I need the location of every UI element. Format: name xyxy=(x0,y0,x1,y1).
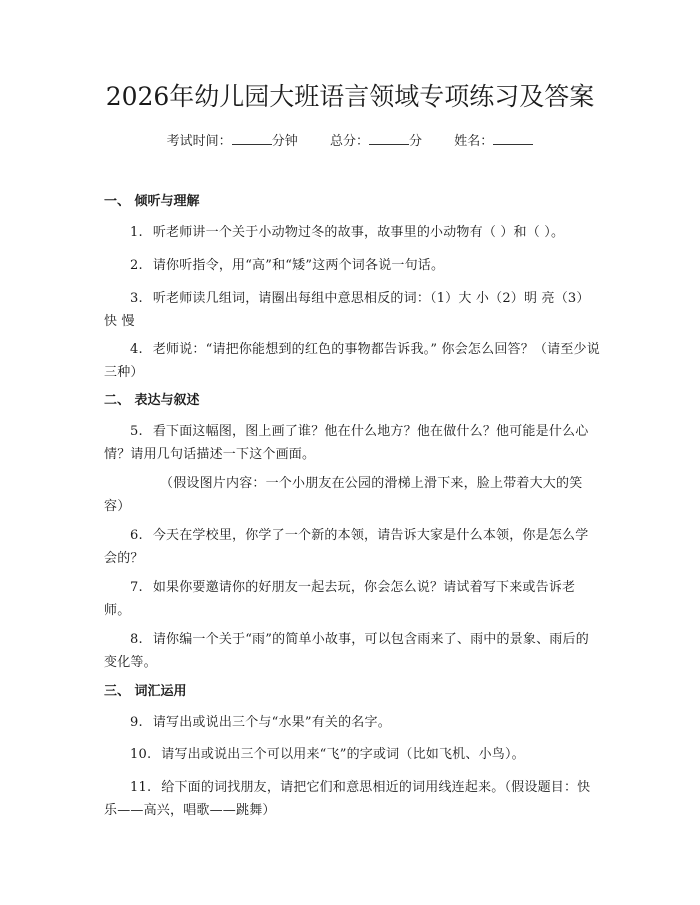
question-item: 4. 老师说：“请把你能想到的红色的事物都告诉我。” 你会怎么回答？（请至少说三种） xyxy=(104,342,600,380)
time-blank xyxy=(232,132,272,145)
question-item: 1. 听老师讲一个关于小动物过冬的故事，故事里的小动物有（ ）和（ ）。 xyxy=(130,225,565,240)
question-item: 9. 请写出或说出三个与“水果”有关的名字。 xyxy=(130,715,391,730)
time-label: 考试时间： xyxy=(166,134,232,149)
page-title: 2026年幼儿园大班语言领域专项练习及答案 xyxy=(105,82,595,111)
name-label: 姓名： xyxy=(454,134,494,149)
section-heading: 一、 倾听与理解 xyxy=(104,194,200,209)
section-heading: 二、 表达与叙述 xyxy=(104,393,200,408)
question-item: 8. 请你编一个关于“雨”的简单小故事，可以包含雨来了、雨中的景象、雨后的变化等。 xyxy=(104,632,589,670)
question-item: 7. 如果你要邀请你的好朋友一起去玩，你会怎么说？请试着写下来或告诉老师。 xyxy=(104,580,576,618)
question-note: （假设图片内容：一个小朋友在公园的滑梯上滑下来，脸上带着大大的笑容） xyxy=(104,476,583,514)
question-item: 2. 请你听指令，用“高”和“矮”这两个词各说一句话。 xyxy=(130,258,445,273)
time-unit: 分钟 xyxy=(271,134,298,149)
question-item: 11. 给下面的词找朋友，请把它们和意思相近的词用线连起来。（假设题目：快乐——高兴，唱歌——跳舞） xyxy=(104,780,591,818)
score-label: 总分： xyxy=(329,134,369,149)
question-item: 3. 听老师读几组词，请圈出每组中意思相反的词：（1）大 小（2）明 亮（3）快 慢 xyxy=(104,291,590,329)
score-unit: 分 xyxy=(409,134,423,149)
question-item: 5. 看下面这幅图，图上画了谁？他在什么地方？他在做什么？他可能是什么心情？请用几句话描述一下这个画面。 xyxy=(104,424,589,462)
exam-info-line xyxy=(0,132,700,151)
name-blank xyxy=(493,132,533,145)
section-heading: 三、 词汇运用 xyxy=(104,684,187,699)
question-item: 10. 请写出或说出三个可以用来“飞”的字或词（比如飞机、小鸟）。 xyxy=(130,747,525,762)
score-blank xyxy=(369,132,409,145)
question-item: 6. 今天在学校里，你学了一个新的本领，请告诉大家是什么本领，你是怎么学会的？ xyxy=(104,528,589,566)
